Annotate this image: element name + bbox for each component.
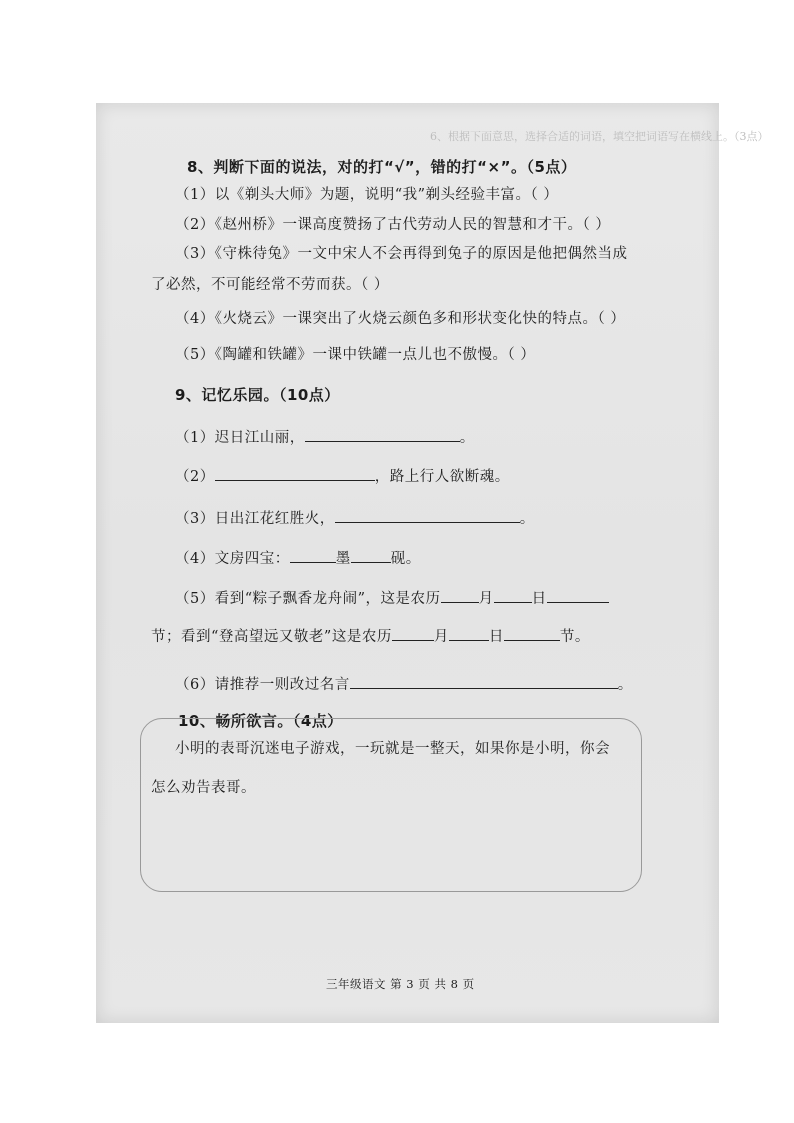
answer-blank[interactable] bbox=[335, 508, 520, 523]
q8-title: 8、判断下面的说法，对的打“√”，错的打“×”。（5点） bbox=[187, 158, 577, 176]
answer-blank[interactable] bbox=[392, 626, 434, 641]
q9-title: 9、记忆乐园。（10点） bbox=[175, 386, 340, 404]
answer-blank[interactable] bbox=[350, 674, 618, 689]
page-footer: 三年级语文 第 3 页 共 8 页 bbox=[326, 977, 475, 991]
answer-blank[interactable] bbox=[504, 626, 560, 641]
q9-item-4: （4）文房四宝： 墨 砚。 bbox=[175, 547, 421, 568]
q10-prompt-line-2: 怎么劝告表哥。 bbox=[151, 780, 256, 796]
q8-item-1: （1）以《剃头大师》为题，说明“我”剃头经验丰富。（ ） bbox=[175, 187, 559, 203]
q8-item-3: （3）《守株待兔》一文中宋人不会再得到兔子的原因是他把偶然当成 bbox=[175, 246, 628, 262]
q9-item-5-cont: 节；看到“登高望远又敬老”这是农历 月 日 节。 bbox=[151, 625, 590, 646]
q10-prompt-line-1: 小明的表哥沉迷电子游戏，一玩就是一整天，如果你是小明，你会 bbox=[175, 741, 610, 757]
q8-item-2: （2）《赵州桥》一课高度赞扬了古代劳动人民的智慧和才干。（ ） bbox=[175, 217, 611, 233]
answer-blank[interactable] bbox=[449, 626, 489, 641]
q9-item-5: （5）看到“粽子飘香龙舟闹”，这是农历 月 日 bbox=[175, 587, 609, 608]
answer-blank[interactable] bbox=[547, 588, 609, 603]
answer-blank[interactable] bbox=[494, 588, 532, 603]
answer-blank[interactable] bbox=[215, 466, 375, 481]
bleed-through-text: 6、根据下面意思，选择合适的词语，填空把词语写在横线上。（3点） bbox=[430, 130, 769, 143]
q10-title: 10、畅所欲言。（4点） bbox=[178, 712, 343, 730]
q8-item-5: （5）《陶罐和铁罐》一课中铁罐一点儿也不傲慢。（ ） bbox=[175, 347, 536, 363]
q8-item-4: （4）《火烧云》一课突出了火烧云颜色多和形状变化快的特点。（ ） bbox=[175, 311, 626, 327]
answer-blank[interactable] bbox=[290, 548, 336, 563]
answer-blank[interactable] bbox=[441, 588, 479, 603]
q9-item-3: （3）日出江花红胜火， 。 bbox=[175, 507, 535, 528]
q9-item-1: （1）迟日江山丽， 。 bbox=[175, 426, 475, 447]
answer-blank[interactable] bbox=[351, 548, 391, 563]
q8-item-3-cont: 了必然，不可能经常不劳而获。（ ） bbox=[151, 277, 389, 293]
answer-blank[interactable] bbox=[305, 427, 460, 442]
q9-item-6: （6）请推荐一则改过名言 。 bbox=[175, 673, 633, 694]
q9-item-2: （2） ，路上行人欲断魂。 bbox=[175, 465, 510, 486]
